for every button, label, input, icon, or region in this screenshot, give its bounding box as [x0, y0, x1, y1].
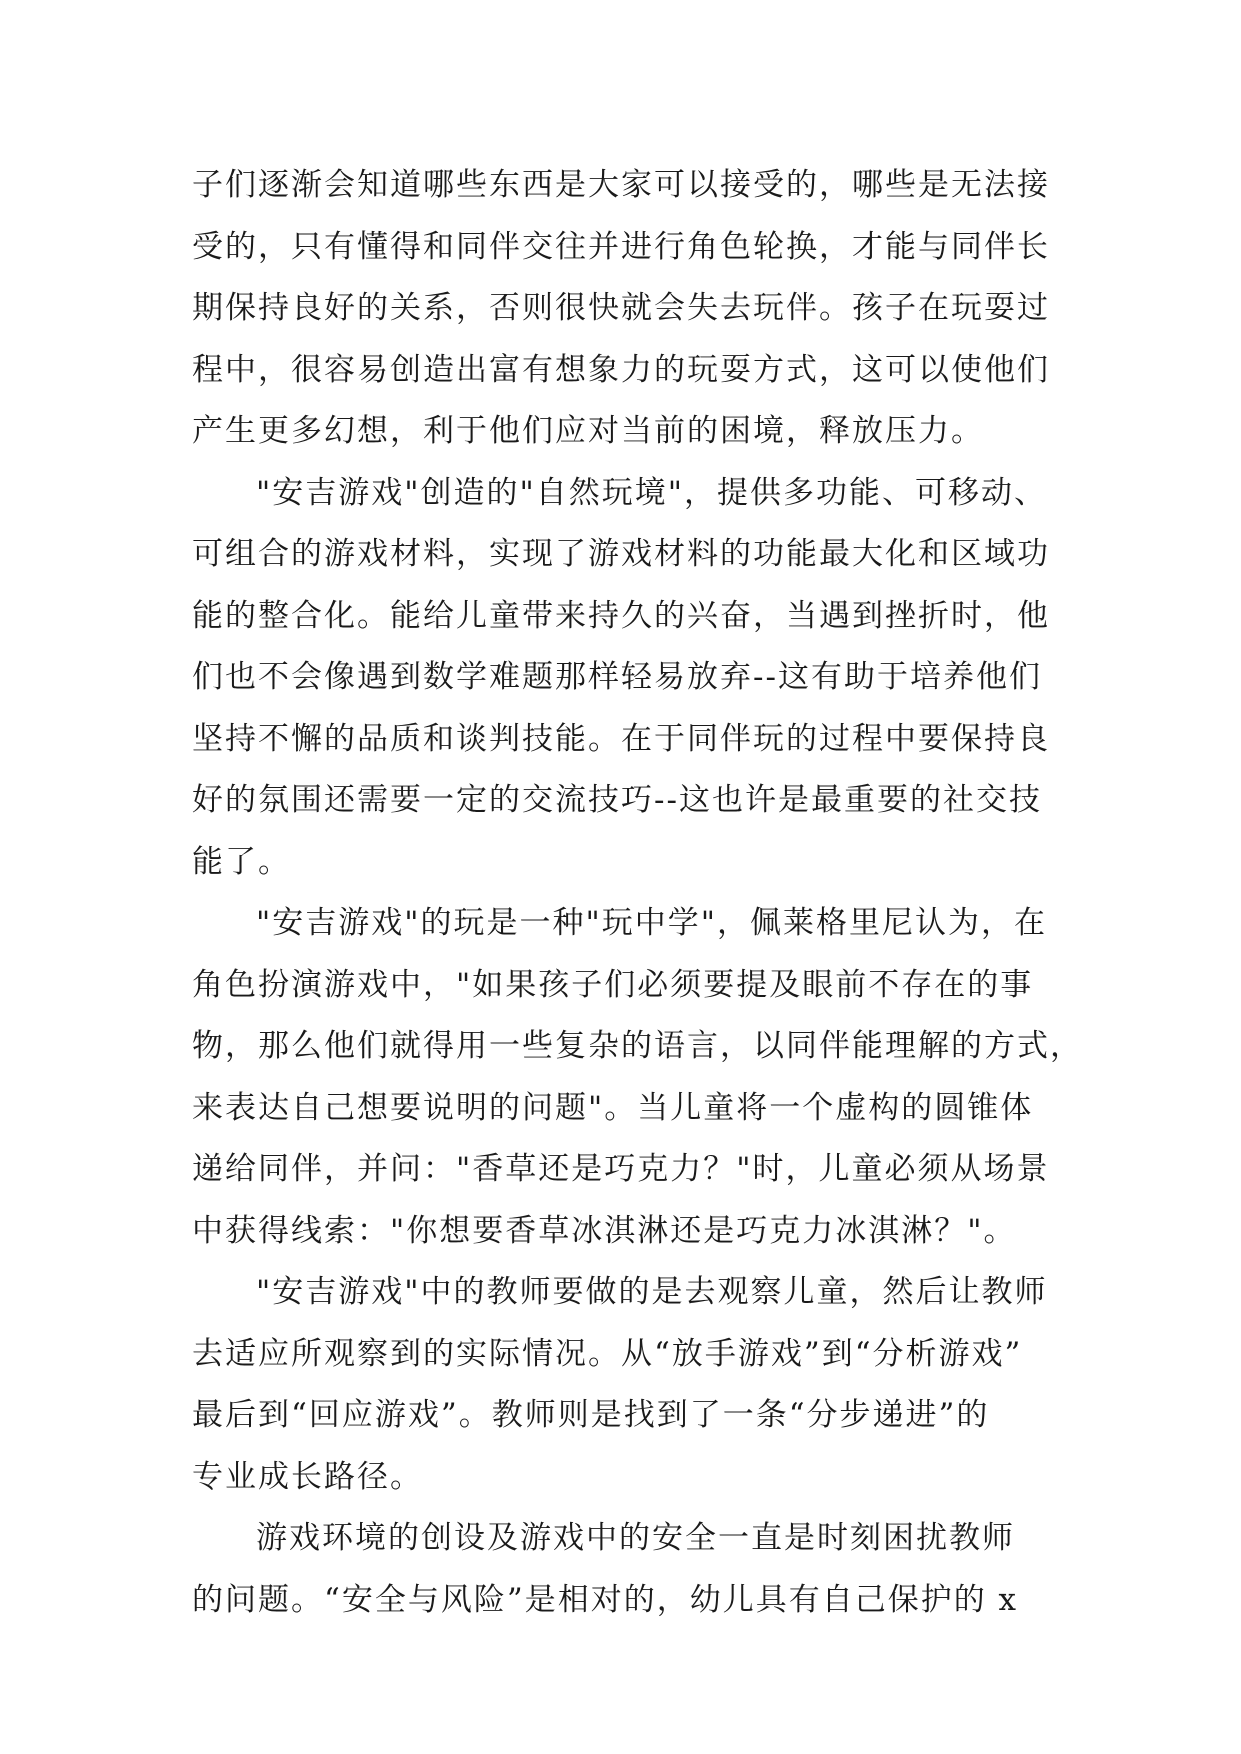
- text-line: 程中，很容易创造出富有想象力的玩耍方式，这可以使他们: [192, 351, 1050, 388]
- text-line: "安吉游戏"创造的"自然玩境"，提供多功能、可移动、: [256, 474, 1048, 511]
- text-line: 游戏环境的创设及游戏中的安全一直是时刻困扰教师: [256, 1520, 1015, 1556]
- text-line: 中获得线索："你想要香草冰淇淋还是巧克力冰淇淋？"。: [192, 1212, 1017, 1249]
- text-line: "安吉游戏"中的教师要做的是去观察儿童，然后让教师: [256, 1274, 1048, 1310]
- text-line: 产生更多幻想，利于他们应对当前的困境，释放压力。: [192, 413, 984, 449]
- text-line: 来表达自己想要说明的问题"。当儿童将一个虚构的圆锥体: [192, 1089, 1034, 1126]
- text-line: 们也不会像遇到数学难题那样轻易放弃--这有助于培养他们: [192, 659, 1042, 695]
- text-line: 期保持良好的关系，否则很快就会失去玩伴。孩子在玩耍过: [192, 290, 1050, 326]
- text-line: 角色扮演游戏中，"如果孩子们必须要提及眼前不存在的事: [192, 966, 1034, 1003]
- text-line: 物，那么他们就得用一些复杂的语言，以同伴能理解的方式，: [192, 1028, 1083, 1064]
- text-line: 可组合的游戏材料，实现了游戏材料的功能最大化和区域功: [192, 536, 1050, 572]
- text-line: 的问题。“安全与风险”是相对的，幼儿具有自己保护的 x: [192, 1581, 1019, 1618]
- text-line: 递给同伴，并问："香草还是巧克力？"时，儿童必须从场景: [192, 1151, 1050, 1187]
- text-line: 能的整合化。能给儿童带来持久的兴奋，当遇到挫折时，他: [192, 597, 1050, 634]
- body-text: [192, 155, 1083, 1631]
- text-line: 子们逐渐会知道哪些东西是大家可以接受的，哪些是无法接: [192, 167, 1050, 203]
- text-line: "安吉游戏"的玩是一种"玩中学"，佩莱格里尼认为，在: [256, 905, 1048, 941]
- text-line: 最后到“回应游戏”。教师则是找到了一条“分步递进”的: [192, 1397, 990, 1433]
- text-line: 能了。: [192, 843, 291, 880]
- text-line: 去适应所观察到的实际情况。从“放手游戏”到“分析游戏”: [192, 1335, 1023, 1372]
- text-line: 坚持不懈的品质和谈判技能。在于同伴玩的过程中要保持良: [192, 720, 1050, 757]
- text-line: 受的，只有懂得和同伴交往并进行角色轮换，才能与同伴长: [192, 228, 1050, 265]
- text-line: 好的氛围还需要一定的交流技巧--这也许是最重要的社交技: [192, 782, 1042, 818]
- text-line: 专业成长路径。: [192, 1458, 423, 1495]
